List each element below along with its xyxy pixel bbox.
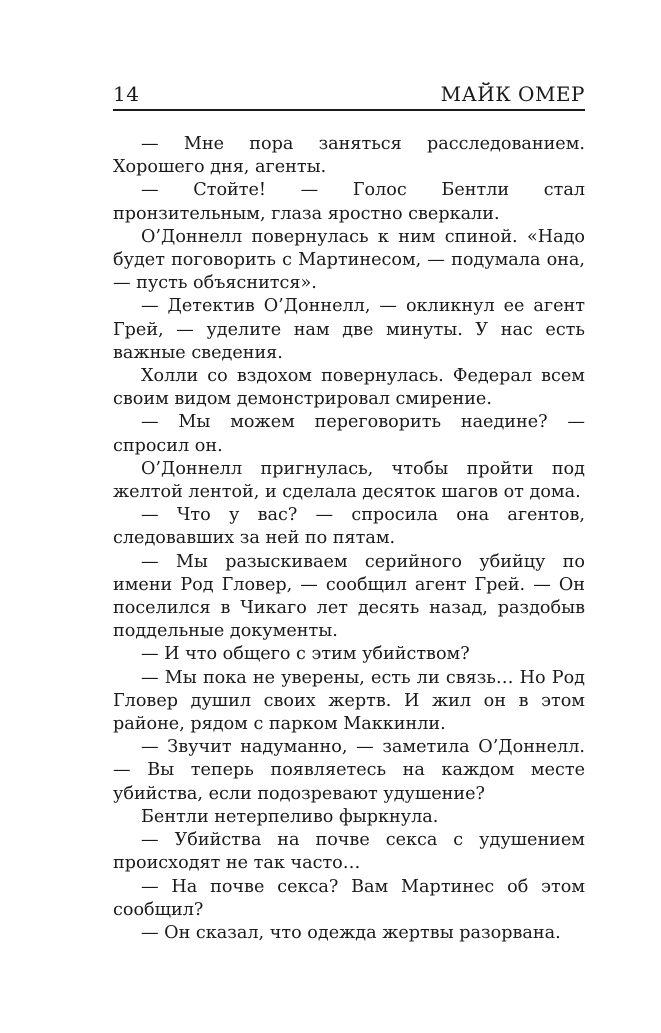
paragraph: — На почве секса? Вам Мартинес об этом сообщил? <box>113 876 585 920</box>
paragraph: — Звучит надуманно, — заметила О’Доннелл. — Вы теперь появляетесь на каждом месте убийства, если подозревают удушение? <box>113 737 585 804</box>
paragraph: — Мне пора заняться расследованием. Хорошего дня, агенты. <box>113 134 585 178</box>
paragraph: — Он сказал, что одежда жертвы разорвана. <box>141 922 561 943</box>
paragraph: О’Доннелл пригнулась, чтобы пройти под желтой лентой, и сделала десяток шагов от дома. <box>113 458 585 503</box>
paragraph: — Мы можем переговорить наедине? — спросил он. <box>113 412 585 456</box>
paragraph: Бентли нетерпеливо фыркнула. <box>141 806 439 827</box>
running-title: МАЙК ОМЕР <box>440 82 585 106</box>
paragraph: — Что у вас? — спросила она агентов, следовавших за ней по пятам. <box>113 505 585 549</box>
paragraph: — Детектив О’Доннелл, — окликнул ее агент Грей, — уделите нам две минуты. У нас есть важные сведения. <box>113 296 585 363</box>
paragraph: Холли со вздохом повернулась. Федерал всем своим видом демонстрировал смирение. <box>113 366 585 410</box>
paragraph: О’Доннелл повернулась к ним спиной. «Надо будет поговорить с Мартинесом, — подумала она, — пусть объяснится». <box>113 226 585 294</box>
paragraph: — Стойте! — Голос Бентли стал пронзительным, глаза яростно сверкали. <box>113 180 585 224</box>
paragraph: — Мы пока не уверены, есть ли связь… Но Род Гловер душил своих жертв. И жил он в этом районе, рядом с парком Маккинли. <box>113 667 585 735</box>
paragraph: — И что общего с этим убийством? <box>141 644 470 665</box>
paragraph: — Мы разыскиваем серийного убийцу по имени Род Гловер, — сообщил агент Грей. — Он поселился в Чикаго лет десять назад, раздобыв поддельные документы. <box>113 551 585 642</box>
paragraph: — Убийства на почве секса с удушением происходят не так часто… <box>113 830 585 874</box>
running-header <box>113 82 585 111</box>
body-text <box>113 133 585 945</box>
page-number: 14 <box>113 82 140 106</box>
book-page <box>113 82 585 945</box>
